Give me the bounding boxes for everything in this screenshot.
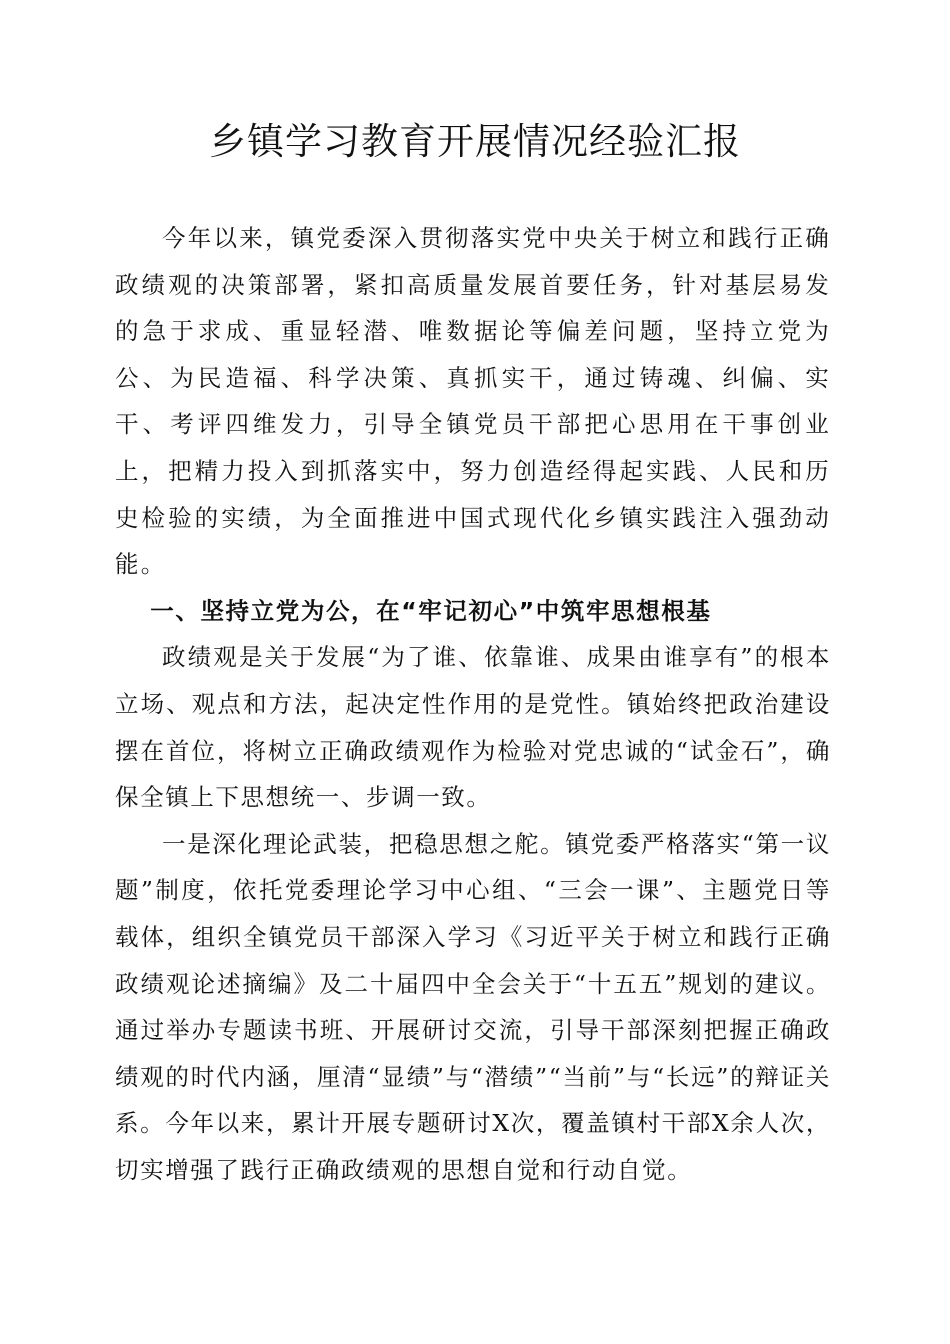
document-body bbox=[115, 215, 831, 1193]
section-1-item-1-paragraph: 一是深化理论武装，把稳思想之舵。镇党委严格落实“第一议题”制度，依托党委理论学习中心组、“三会一课”、主题党日等载体，组织全镇党员干部深入学习《习近平关于树立和践行正确政绩观论述摘编》及二十届四中全会关于“十五五”规划的建议。通过举办专题读书班、开展研讨交流，引导干部深刻把握正确政绩观的时代内涵，厘清“显绩”与“潜绩”“当前”与“长远”的辩证关系。今年以来，累计开展专题研讨X次，覆盖镇村干部X余人次，切实增强了践行正确政绩观的思想自觉和行动自觉。 bbox=[115, 829, 831, 1184]
document-title: 乡镇学习教育开展情况经验汇报 bbox=[209, 120, 741, 163]
section-1-paragraph: 政绩观是关于发展“为了谁、依靠谁、成果由谁享有”的根本立场、观点和方法，起决定性作用的是党性。镇始终把政治建设摆在首位，将树立正确政绩观作为检验对党忠诚的“试金石”，确保全镇上下思想统一、步调一致。 bbox=[115, 643, 831, 812]
section-heading-1: 一、坚持立党为公，在“牢记初心”中筑牢思想根基 bbox=[150, 596, 712, 625]
intro-paragraph: 今年以来，镇党委深入贯彻落实党中央关于树立和践行正确政绩观的决策部署，紧扣高质量发展首要任务，针对基层易发的急于求成、重显轻潜、唯数据论等偏差问题，坚持立党为公、为民造福、科学决策、真抓实干，通过铸魂、纠偏、实干、考评四维发力，引导全镇党员干部把心思用在干事创业上，把精力投入到抓落实中，努力创造经得起实践、人民和历史检验的实绩，为全面推进中国式现代化乡镇实践注入强劲动能。 bbox=[115, 224, 831, 579]
